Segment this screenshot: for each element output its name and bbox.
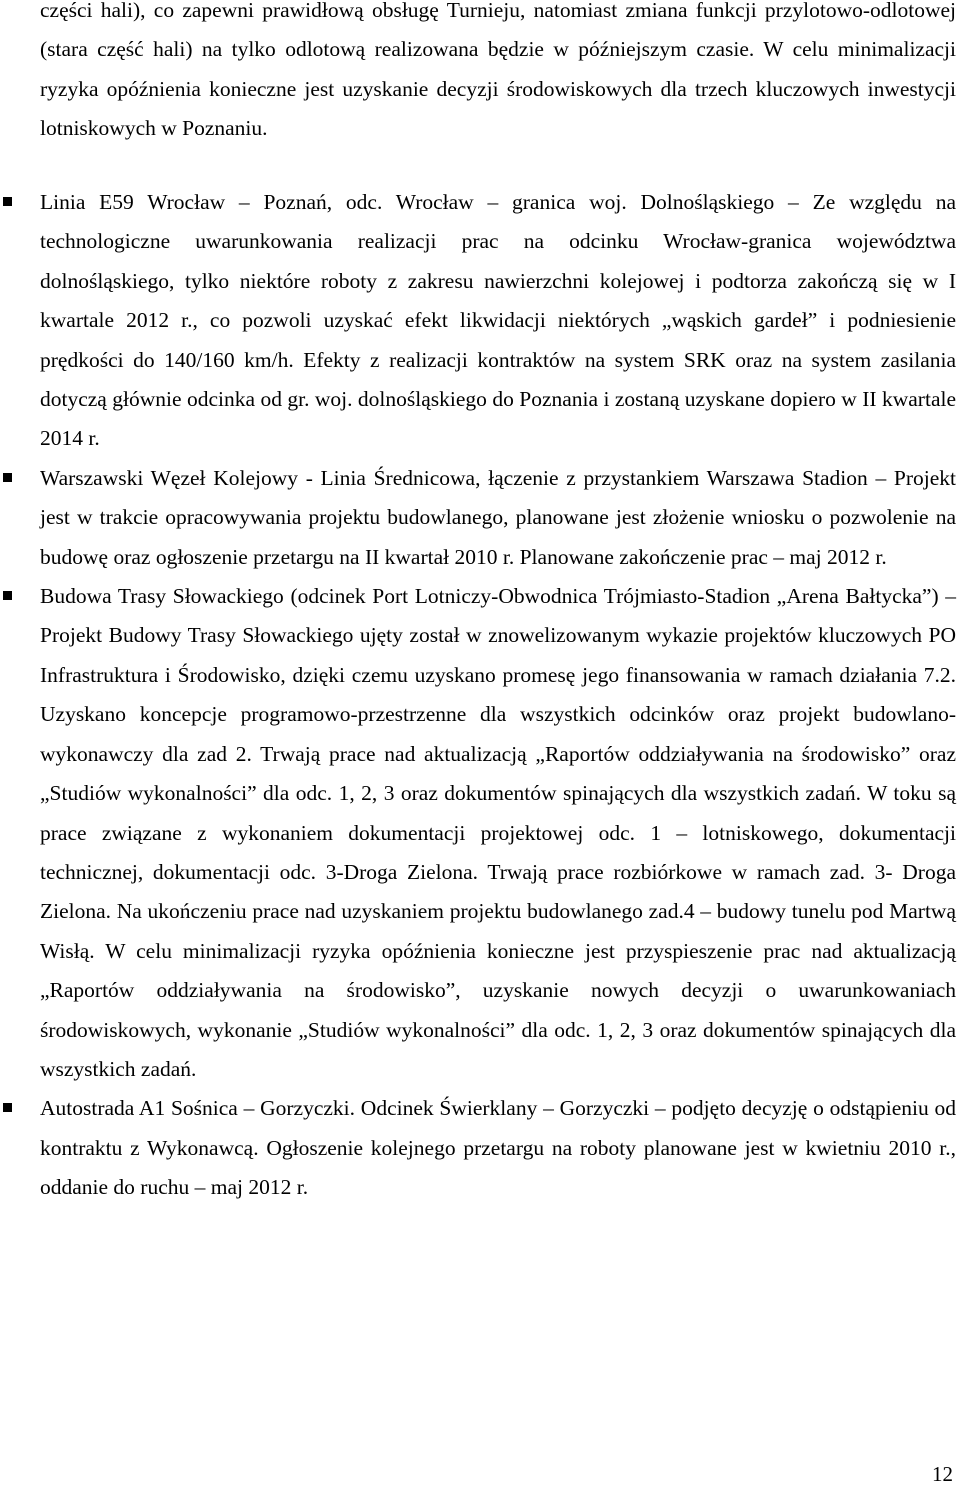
square-bullet-icon: [3, 591, 12, 600]
bullet-text: Autostrada A1 Sośnica – Gorzyczki. Odcinek Świerklany – Gorzyczki – podjęto decyzję o odstąpieniu od kontraktu z Wykonawcą. Ogłoszenie kolejnego przetargu na roboty planowane jest w kwietniu 2010 r., oddanie do ruchu – maj 2012 r.: [40, 1096, 956, 1200]
bullet-item-trasa-slowackiego: [0, 577, 956, 1089]
bullet-list: [0, 183, 960, 1208]
intro-paragraph: części hali), co zapewni prawidłową obsługę Turnieju, natomiast zmiana funkcji przylotowo-odlotowej (stara część hali) na tylko odlotową realizowana będzie w późniejszym czasie. W celu minimalizacji ryzyka opóźnienia konieczne jest uzyskanie decyzji środowiskowych dla trzech kluczowych inwestycji lotniskowych w Poznaniu.: [40, 0, 956, 141]
bullet-item-e59: [0, 183, 956, 459]
square-bullet-icon: [3, 1103, 12, 1112]
bullet-item-a1: [0, 1089, 956, 1207]
bullet-text: Budowa Trasy Słowackiego (odcinek Port Lotniczy-Obwodnica Trójmiasto-Stadion „Arena Bałtycka”) – Projekt Budowy Trasy Słowackiego ujęty został w znowelizowanym wykazie projektów kluczowych PO Infrastruktura i Środowisko, dzięki czemu uzyskano promesę jego finansowania w ramach działania 7.2. Uzyskano koncepcje programowo-przestrzenne dla wszystkich odcinków oraz projekt budowlano-wykonawczy dla zad 2. Trwają prace nad aktualizacją „Raportów oddziaływania na środowisko” oraz „Studiów wykonalności” dla odc. 1, 2, 3 oraz dokumentów spinających dla wszystkich zadań. W toku są prace związane z wykonaniem dokumentacji projektowej odc. 1 – lotniskowego, dokumentacji technicznej, dokumentacji odc. 3-Droga Zielona. Trwają prace rozbiórkowe w ramach zad. 3- Droga Zielona. Na ukończeniu prace nad uzyskaniem projektu budowlanego zad.4 – budowy tunelu pod Martwą Wisłą. W celu minimalizacji ryzyka opóźnienia konieczne jest przyspieszenie prac nad aktualizacją „Raportów oddziaływania na środowisko”, uzyskanie nowych decyzji o uwarunkowaniach środowiskowych, wykonanie „Studiów wykonalności” dla odc. 1, 2, 3 oraz dokumentów spinających dla wszystkich zadań.: [40, 584, 956, 1081]
bullet-text: Linia E59 Wrocław – Poznań, odc. Wrocław – granica woj. Dolnośląskiego – Ze względu na technologiczne uwarunkowania realizacji prac na odcinku Wrocław-granica województwa dolnośląskiego, tylko niektóre roboty z zakresu nawierzchni kolejowej i podtorza zakończą się w I kwartale 2012 r., co pozwoli uzyskać efekt likwidacji niektórych „wąskich gardeł” i podniesienie prędkości do 140/160 km/h. Efekty z realizacji kontraktów na system SRK oraz na system zasilania dotyczą głównie odcinka od gr. woj. dolnośląskiego do Poznania i zostaną uzyskane dopiero w II kwartale 2014 r.: [40, 190, 956, 451]
bullet-item-warszawa: [0, 459, 956, 577]
page-number: 12: [932, 1462, 953, 1486]
square-bullet-icon: [3, 197, 12, 206]
bullet-text: Warszawski Węzeł Kolejowy - Linia Średnicowa, łączenie z przystankiem Warszawa Stadion – Projekt jest w trakcie opracowywania projektu budowlanego, planowane jest złożenie wniosku o pozwolenie na budowę oraz ogłoszenie przetargu na II kwartał 2010 r. Planowane zakończenie prac – maj 2012 r.: [40, 465, 956, 569]
square-bullet-icon: [3, 473, 12, 482]
